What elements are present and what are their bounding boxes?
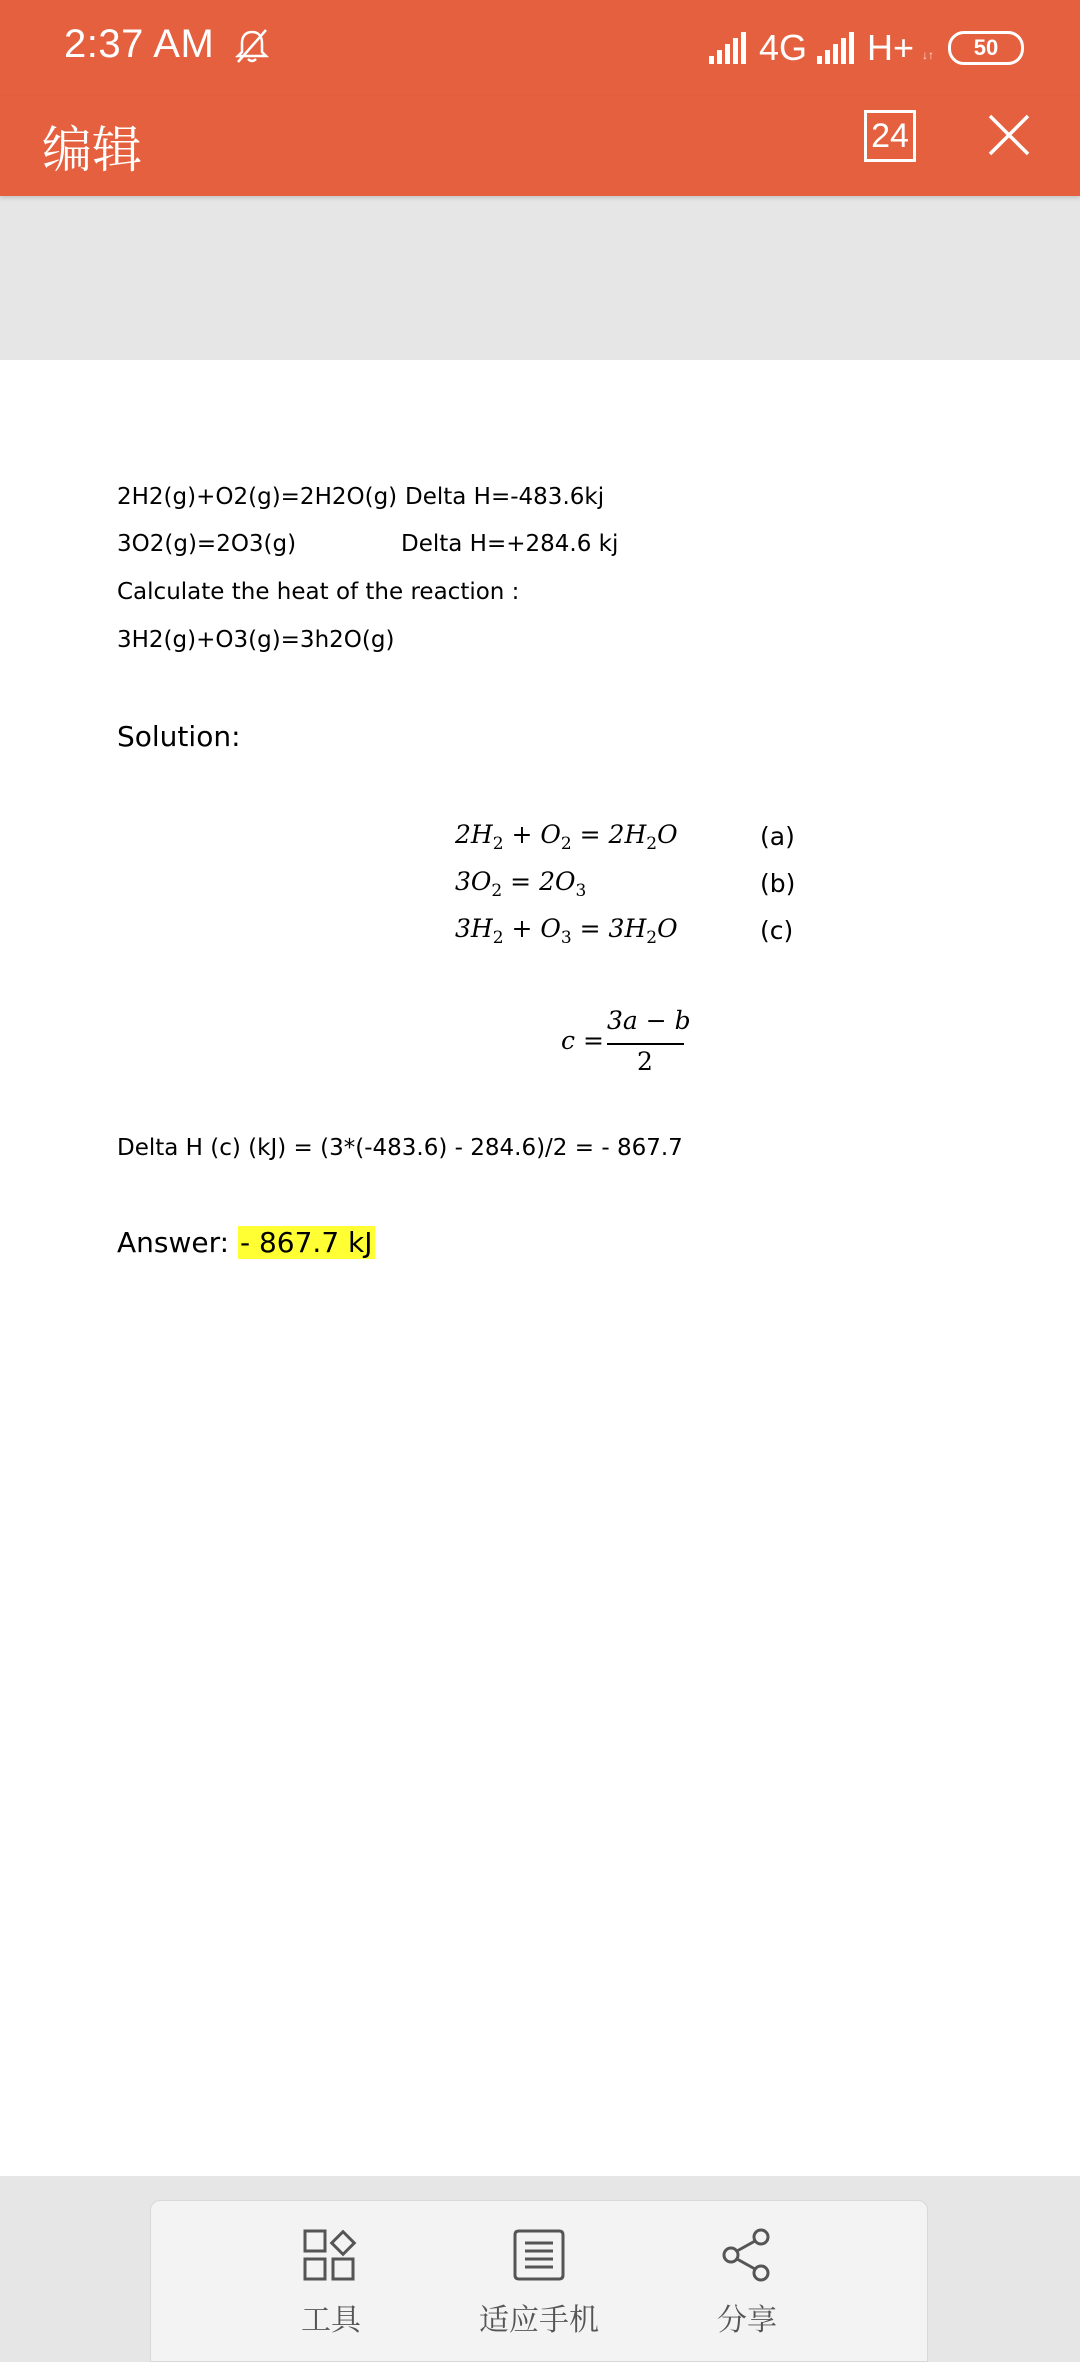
equation-a-label: (a): [760, 822, 795, 851]
target-reaction: 3H2(g)+O3(g)=3h2O(g): [117, 627, 395, 653]
answer-value: - 867.7 kJ: [239, 1226, 373, 1259]
answer-line: [117, 1226, 375, 1259]
equation-b-label: (b): [760, 869, 796, 898]
tools-label: 工具: [301, 2303, 361, 2338]
formula-numerator: 3a − b: [607, 1006, 691, 1035]
signal-icon: [707, 32, 751, 64]
page-count-label: 24: [871, 116, 909, 155]
fit-phone-label: 适应手机: [479, 2303, 599, 2338]
network-type-1: 4G: [758, 27, 807, 68]
tools-button[interactable]: [231, 2227, 431, 2339]
reaction-2-enthalpy: Delta H=+284.6 kj: [401, 531, 619, 557]
document-fit-icon: [509, 2227, 569, 2283]
question-text: Calculate the heat of the reaction :: [117, 579, 520, 605]
answer-label: Answer:: [117, 1226, 238, 1259]
equation-a: $2H_2 + O_2 = 2H_2O$: [455, 820, 678, 854]
app-bar: [0, 96, 1080, 196]
edit-button[interactable]: 编辑: [42, 121, 142, 179]
reaction-1-enthalpy: Delta H=-483.6kj: [405, 484, 605, 510]
data-activity-icon: ↓↑: [922, 48, 934, 62]
battery-level: 50: [973, 35, 999, 60]
page-count-button[interactable]: [864, 110, 916, 162]
bottom-toolbar: [150, 2200, 928, 2362]
status-time: 2:37 AM: [64, 22, 215, 66]
fit-phone-button[interactable]: [439, 2227, 639, 2339]
solution-heading: Solution:: [117, 720, 241, 753]
share-button[interactable]: [647, 2227, 847, 2339]
formula-lhs: c =: [561, 1026, 604, 1055]
reaction-2: 3O2(g)=2O3(g): [117, 531, 297, 557]
equation-c-label: (c): [760, 916, 794, 945]
signal-icon: [815, 32, 859, 64]
share-icon: [717, 2227, 777, 2283]
status-indicators: [707, 24, 1024, 72]
bell-off-icon: [232, 26, 272, 66]
network-type-2: H+: [866, 27, 914, 68]
tools-icon: [301, 2227, 361, 2283]
formula-fraction-bar: [607, 1043, 684, 1045]
battery-icon: [948, 31, 1024, 65]
formula-denominator: 2: [637, 1047, 653, 1076]
status-bar: [0, 0, 1080, 96]
equation-c: $3H_2 + O_3 = 3H_2O$: [455, 914, 678, 948]
share-label: 分享: [717, 2303, 777, 2338]
close-icon[interactable]: [986, 112, 1032, 158]
document-page[interactable]: [0, 360, 1080, 2176]
equation-b: $3O_2 = 2O_3$: [455, 867, 587, 901]
reaction-1: 2H2(g)+O2(g)=2H2O(g): [117, 484, 398, 510]
delta-h-calculation: Delta H (c) (kJ) = (3*(-483.6) - 284.6)/2 = - 867.7: [117, 1135, 683, 1161]
